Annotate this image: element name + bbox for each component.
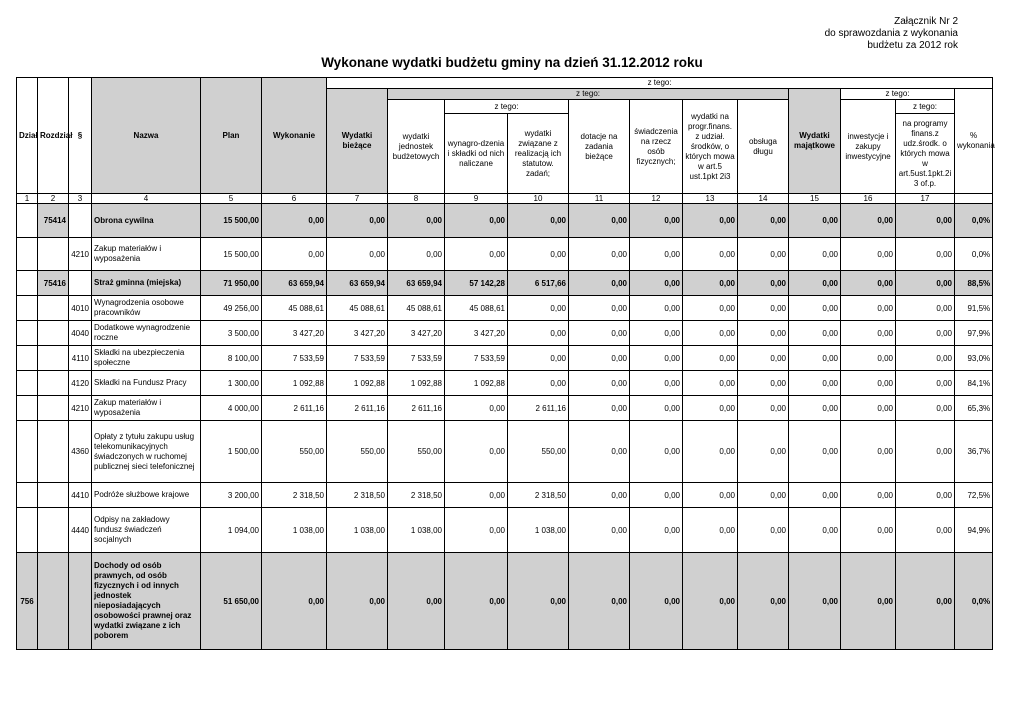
cell-plan: 3 200,00	[201, 483, 262, 508]
cell-wykonanie: 3 427,20	[262, 321, 327, 346]
cell-dzial	[17, 321, 38, 346]
cell-value: 0,00	[388, 238, 445, 271]
cell-plan: 3 500,00	[201, 321, 262, 346]
cell-paragraf: 4410	[69, 483, 92, 508]
cell-value: 0,00	[683, 204, 738, 238]
cell-procent: 97,9%	[955, 321, 993, 346]
attachment-note	[825, 16, 958, 52]
cell-value: 0,00	[896, 553, 955, 650]
z-tego-inwestycje: z tego:	[896, 100, 955, 114]
cell-value: 2 318,50	[327, 483, 388, 508]
cell-value: 1 092,88	[445, 371, 508, 396]
cell-value: 0,00	[569, 321, 630, 346]
cell-value: 45 088,61	[445, 296, 508, 321]
cell-value: 0,00	[738, 483, 789, 508]
cell-nazwa: Zakup materiałów i wyposażenia	[92, 396, 201, 421]
column-number: 1	[17, 194, 38, 204]
column-number: 11	[569, 194, 630, 204]
cell-rozdzial: 75414	[38, 204, 69, 238]
cell-rozdzial	[38, 321, 69, 346]
col-procent: % wykonania	[955, 89, 993, 194]
cell-wykonanie: 0,00	[262, 204, 327, 238]
cell-value: 0,00	[738, 271, 789, 296]
cell-procent: 94,9%	[955, 508, 993, 553]
cell-wykonanie: 1 092,88	[262, 371, 327, 396]
cell-value: 0,00	[630, 553, 683, 650]
attachment-line-1: Załącznik Nr 2	[894, 16, 958, 27]
cell-dzial	[17, 483, 38, 508]
cell-procent: 84,1%	[955, 371, 993, 396]
cell-value: 2 318,50	[388, 483, 445, 508]
cell-rozdzial	[38, 508, 69, 553]
cell-nazwa: Opłaty z tytułu zakupu usług telekomunikacyjnych świadczonych w ruchomej publicznej sieci telefonicznej	[92, 421, 201, 483]
cell-plan: 51 650,00	[201, 553, 262, 650]
table-row	[17, 238, 993, 271]
attachment-line-3: budżetu za 2012 rok	[867, 40, 958, 51]
cell-value: 2 611,16	[508, 396, 569, 421]
cell-value: 0,00	[841, 371, 896, 396]
cell-paragraf: 4210	[69, 396, 92, 421]
cell-value: 0,00	[683, 483, 738, 508]
cell-dzial	[17, 371, 38, 396]
table-row	[17, 508, 993, 553]
table-row	[17, 483, 993, 508]
cell-plan: 15 500,00	[201, 204, 262, 238]
cell-value: 0,00	[841, 508, 896, 553]
z-tego-level1: z tego:	[327, 78, 993, 89]
cell-value: 0,00	[683, 396, 738, 421]
column-number: 3	[69, 194, 92, 204]
cell-procent: 0,0%	[955, 238, 993, 271]
cell-value: 0,00	[683, 238, 738, 271]
table-body	[17, 204, 993, 650]
cell-rozdzial	[38, 396, 69, 421]
cell-value: 1 038,00	[508, 508, 569, 553]
cell-value: 0,00	[630, 271, 683, 296]
cell-value: 0,00	[683, 421, 738, 483]
cell-dzial	[17, 508, 38, 553]
cell-value: 0,00	[789, 296, 841, 321]
column-number: 7	[327, 194, 388, 204]
table-row	[17, 271, 993, 296]
col-swiadczenia: świadczenia na rzecz osób fizycznych;	[630, 100, 683, 194]
cell-value: 45 088,61	[327, 296, 388, 321]
attachment-line-2: do sprawozdania z wykonania	[824, 28, 958, 39]
cell-nazwa: Obrona cywilna	[92, 204, 201, 238]
cell-value: 0,00	[683, 346, 738, 371]
col-dotacje: dotacje na zadania bieżące	[569, 100, 630, 194]
cell-wykonanie: 7 533,59	[262, 346, 327, 371]
cell-value: 0,00	[388, 204, 445, 238]
cell-value: 0,00	[789, 271, 841, 296]
column-number: 12	[630, 194, 683, 204]
cell-value: 0,00	[841, 271, 896, 296]
cell-value: 0,00	[841, 321, 896, 346]
cell-value: 0,00	[789, 321, 841, 346]
cell-value: 7 533,59	[445, 346, 508, 371]
cell-value: 0,00	[569, 396, 630, 421]
cell-value: 3 427,20	[445, 321, 508, 346]
cell-value: 0,00	[789, 483, 841, 508]
cell-value: 0,00	[738, 371, 789, 396]
cell-value: 0,00	[569, 421, 630, 483]
cell-value: 0,00	[630, 483, 683, 508]
column-number: 17	[896, 194, 955, 204]
col-wydatki-biezace: Wydatki bieżące	[327, 89, 388, 194]
col-wydatki-statutowe: wydatki związane z realizacją ich statutow. zadań;	[508, 114, 569, 194]
z-tego-jednostek: z tego:	[445, 100, 569, 114]
cell-value: 550,00	[388, 421, 445, 483]
cell-value: 550,00	[508, 421, 569, 483]
budget-table	[16, 77, 993, 650]
cell-value: 0,00	[445, 508, 508, 553]
cell-value: 0,00	[569, 296, 630, 321]
cell-rozdzial	[38, 421, 69, 483]
cell-value: 63 659,94	[327, 271, 388, 296]
cell-value: 0,00	[569, 483, 630, 508]
cell-nazwa: Składki na ubezpieczenia społeczne	[92, 346, 201, 371]
cell-dzial	[17, 204, 38, 238]
cell-value: 0,00	[896, 483, 955, 508]
col-obsluga-dlugu: obsługa długu	[738, 100, 789, 194]
cell-value: 0,00	[683, 271, 738, 296]
cell-rozdzial	[38, 346, 69, 371]
col-plan: Plan	[201, 78, 262, 194]
cell-value: 0,00	[683, 508, 738, 553]
cell-plan: 71 950,00	[201, 271, 262, 296]
cell-plan: 15 500,00	[201, 238, 262, 271]
cell-value: 0,00	[630, 346, 683, 371]
cell-value: 0,00	[896, 421, 955, 483]
cell-paragraf: 4040	[69, 321, 92, 346]
cell-value: 0,00	[327, 204, 388, 238]
cell-value: 0,00	[569, 371, 630, 396]
cell-value: 0,00	[569, 271, 630, 296]
cell-paragraf: 4440	[69, 508, 92, 553]
cell-nazwa: Straż gminna (miejska)	[92, 271, 201, 296]
cell-value: 0,00	[630, 371, 683, 396]
column-number: 16	[841, 194, 896, 204]
cell-value: 0,00	[738, 321, 789, 346]
cell-plan: 1 300,00	[201, 371, 262, 396]
cell-paragraf: 4360	[69, 421, 92, 483]
column-number: 14	[738, 194, 789, 204]
table-row	[17, 346, 993, 371]
cell-value: 0,00	[738, 296, 789, 321]
cell-value: 0,00	[630, 421, 683, 483]
cell-value: 0,00	[630, 396, 683, 421]
cell-value: 0,00	[841, 421, 896, 483]
cell-value: 0,00	[569, 508, 630, 553]
cell-value: 0,00	[569, 346, 630, 371]
cell-value: 0,00	[738, 508, 789, 553]
cell-value: 0,00	[388, 553, 445, 650]
cell-value: 0,00	[630, 508, 683, 553]
cell-value: 0,00	[841, 346, 896, 371]
col-wydatki-progr: wydatki na progr.finans. z udział. środków, o których mowa w art.5 ust.1pkt 2i3	[683, 100, 738, 194]
cell-value: 0,00	[508, 204, 569, 238]
column-number-row	[17, 194, 993, 204]
cell-plan: 49 256,00	[201, 296, 262, 321]
page-title: Wykonane wydatki budżetu gminy na dzień 31.12.2012 roku	[321, 55, 703, 70]
column-number: 13	[683, 194, 738, 204]
cell-procent: 0,0%	[955, 553, 993, 650]
cell-value: 0,00	[789, 238, 841, 271]
cell-value: 0,00	[569, 204, 630, 238]
cell-value: 0,00	[508, 321, 569, 346]
cell-nazwa: Podróże służbowe krajowe	[92, 483, 201, 508]
cell-paragraf	[69, 553, 92, 650]
cell-rozdzial	[38, 238, 69, 271]
cell-value: 6 517,66	[508, 271, 569, 296]
cell-nazwa: Dochody od osób prawnych, od osób fizycznych i od innych jednostek nieposiadających osobowości prawnej oraz wydatki związane z ich poborem	[92, 553, 201, 650]
cell-value: 0,00	[738, 204, 789, 238]
cell-value: 0,00	[896, 346, 955, 371]
cell-wykonanie: 0,00	[262, 553, 327, 650]
table-row	[17, 421, 993, 483]
cell-value: 0,00	[630, 321, 683, 346]
table-row	[17, 396, 993, 421]
cell-value: 0,00	[445, 238, 508, 271]
col-wynagrodzenia: wynagro-dzenia i składki od nich naliczane	[445, 114, 508, 194]
cell-dzial	[17, 271, 38, 296]
column-number	[955, 194, 993, 204]
cell-value: 2 611,16	[327, 396, 388, 421]
z-tego-majatkowe: z tego:	[841, 89, 955, 100]
cell-value: 0,00	[683, 321, 738, 346]
cell-value: 7 533,59	[388, 346, 445, 371]
cell-nazwa: Wynagrodzenia osobowe pracowników	[92, 296, 201, 321]
column-number: 9	[445, 194, 508, 204]
column-number: 2	[38, 194, 69, 204]
column-number: 6	[262, 194, 327, 204]
column-number: 5	[201, 194, 262, 204]
cell-wykonanie: 2 318,50	[262, 483, 327, 508]
cell-procent: 93,0%	[955, 346, 993, 371]
cell-value: 63 659,94	[388, 271, 445, 296]
cell-value: 0,00	[445, 483, 508, 508]
z-tego-biezace: z tego:	[388, 89, 789, 100]
cell-value: 0,00	[789, 421, 841, 483]
cell-value: 0,00	[508, 296, 569, 321]
cell-value: 1 092,88	[388, 371, 445, 396]
table-row	[17, 553, 993, 650]
table-row	[17, 204, 993, 238]
cell-dzial	[17, 238, 38, 271]
cell-value: 0,00	[630, 296, 683, 321]
cell-procent: 88,5%	[955, 271, 993, 296]
cell-value: 0,00	[445, 396, 508, 421]
cell-value: 2 611,16	[388, 396, 445, 421]
cell-plan: 4 000,00	[201, 396, 262, 421]
col-wydatki-majatkowe: Wydatki majątkowe	[789, 89, 841, 194]
cell-value: 1 038,00	[388, 508, 445, 553]
cell-nazwa: Odpisy na zakładowy fundusz świadczeń socjalnych	[92, 508, 201, 553]
column-number: 15	[789, 194, 841, 204]
cell-value: 3 427,20	[327, 321, 388, 346]
cell-value: 0,00	[445, 204, 508, 238]
cell-wykonanie: 1 038,00	[262, 508, 327, 553]
cell-value: 0,00	[683, 371, 738, 396]
cell-paragraf: 4120	[69, 371, 92, 396]
col-dzial: Dział	[17, 78, 38, 194]
cell-value: 0,00	[789, 371, 841, 396]
cell-value: 0,00	[630, 204, 683, 238]
cell-value: 7 533,59	[327, 346, 388, 371]
cell-value: 1 092,88	[327, 371, 388, 396]
cell-value: 0,00	[789, 553, 841, 650]
cell-dzial: 756	[17, 553, 38, 650]
cell-value: 0,00	[508, 371, 569, 396]
col-rozdzial: Rozdział	[38, 78, 69, 194]
cell-paragraf: 4210	[69, 238, 92, 271]
cell-value: 0,00	[569, 238, 630, 271]
cell-wykonanie: 550,00	[262, 421, 327, 483]
cell-paragraf: 4010	[69, 296, 92, 321]
cell-value: 0,00	[327, 238, 388, 271]
cell-value: 0,00	[789, 204, 841, 238]
cell-value: 0,00	[683, 296, 738, 321]
cell-value: 0,00	[841, 553, 896, 650]
col-wykonanie: Wykonanie	[262, 78, 327, 194]
cell-value: 0,00	[896, 508, 955, 553]
cell-nazwa: Składki na Fundusz Pracy	[92, 371, 201, 396]
cell-procent: 0,0%	[955, 204, 993, 238]
cell-value: 57 142,28	[445, 271, 508, 296]
cell-rozdzial: 75416	[38, 271, 69, 296]
table-row	[17, 371, 993, 396]
cell-value: 0,00	[630, 238, 683, 271]
cell-value: 0,00	[789, 396, 841, 421]
cell-value: 45 088,61	[388, 296, 445, 321]
cell-value: 0,00	[789, 508, 841, 553]
cell-wykonanie: 2 611,16	[262, 396, 327, 421]
col-inwestycje: inwestycje i zakupy inwestycyjne	[841, 100, 896, 194]
cell-value: 0,00	[508, 553, 569, 650]
cell-value: 0,00	[569, 553, 630, 650]
cell-value: 0,00	[841, 238, 896, 271]
cell-plan: 1 500,00	[201, 421, 262, 483]
cell-paragraf: 4110	[69, 346, 92, 371]
cell-wykonanie: 45 088,61	[262, 296, 327, 321]
cell-value: 0,00	[508, 346, 569, 371]
cell-value: 2 318,50	[508, 483, 569, 508]
column-number: 10	[508, 194, 569, 204]
cell-nazwa: Zakup materiałów i wyposażenia	[92, 238, 201, 271]
cell-procent: 72,5%	[955, 483, 993, 508]
cell-value: 0,00	[896, 296, 955, 321]
cell-value: 0,00	[445, 553, 508, 650]
cell-procent: 91,5%	[955, 296, 993, 321]
cell-dzial	[17, 421, 38, 483]
cell-value: 0,00	[896, 204, 955, 238]
cell-value: 0,00	[445, 421, 508, 483]
cell-value: 0,00	[841, 396, 896, 421]
cell-dzial	[17, 346, 38, 371]
cell-dzial	[17, 396, 38, 421]
cell-value: 0,00	[738, 421, 789, 483]
cell-value: 0,00	[789, 346, 841, 371]
cell-value: 0,00	[738, 238, 789, 271]
cell-rozdzial	[38, 296, 69, 321]
cell-value: 0,00	[327, 553, 388, 650]
cell-value: 0,00	[683, 553, 738, 650]
cell-wykonanie: 0,00	[262, 238, 327, 271]
cell-value: 0,00	[896, 238, 955, 271]
cell-rozdzial	[38, 483, 69, 508]
table-row	[17, 296, 993, 321]
cell-paragraf	[69, 271, 92, 296]
cell-paragraf	[69, 204, 92, 238]
cell-plan: 8 100,00	[201, 346, 262, 371]
column-number: 4	[92, 194, 201, 204]
cell-dzial	[17, 296, 38, 321]
col-wydatki-jednostek: wydatki jednostek budżetowych	[388, 100, 445, 194]
cell-value: 1 038,00	[327, 508, 388, 553]
cell-value: 0,00	[896, 271, 955, 296]
col-nazwa: Nazwa	[92, 78, 201, 194]
cell-procent: 65,3%	[955, 396, 993, 421]
col-programy: na programy finans.z udz.środk. o których mowa w art.5ust.1pkt.2i 3 of.p.	[896, 114, 955, 194]
cell-value: 0,00	[738, 553, 789, 650]
cell-value: 0,00	[508, 238, 569, 271]
col-paragraf: §	[69, 78, 92, 194]
cell-value: 0,00	[738, 346, 789, 371]
cell-value: 0,00	[738, 396, 789, 421]
cell-value: 3 427,20	[388, 321, 445, 346]
cell-value: 0,00	[896, 396, 955, 421]
cell-procent: 36,7%	[955, 421, 993, 483]
cell-value: 0,00	[896, 321, 955, 346]
cell-value: 0,00	[896, 371, 955, 396]
cell-value: 0,00	[841, 483, 896, 508]
cell-rozdzial	[38, 371, 69, 396]
column-number: 8	[388, 194, 445, 204]
cell-nazwa: Dodatkowe wynagrodzenie roczne	[92, 321, 201, 346]
table-row	[17, 321, 993, 346]
cell-rozdzial	[38, 553, 69, 650]
cell-value: 0,00	[841, 296, 896, 321]
cell-wykonanie: 63 659,94	[262, 271, 327, 296]
cell-value: 0,00	[841, 204, 896, 238]
cell-value: 550,00	[327, 421, 388, 483]
cell-plan: 1 094,00	[201, 508, 262, 553]
